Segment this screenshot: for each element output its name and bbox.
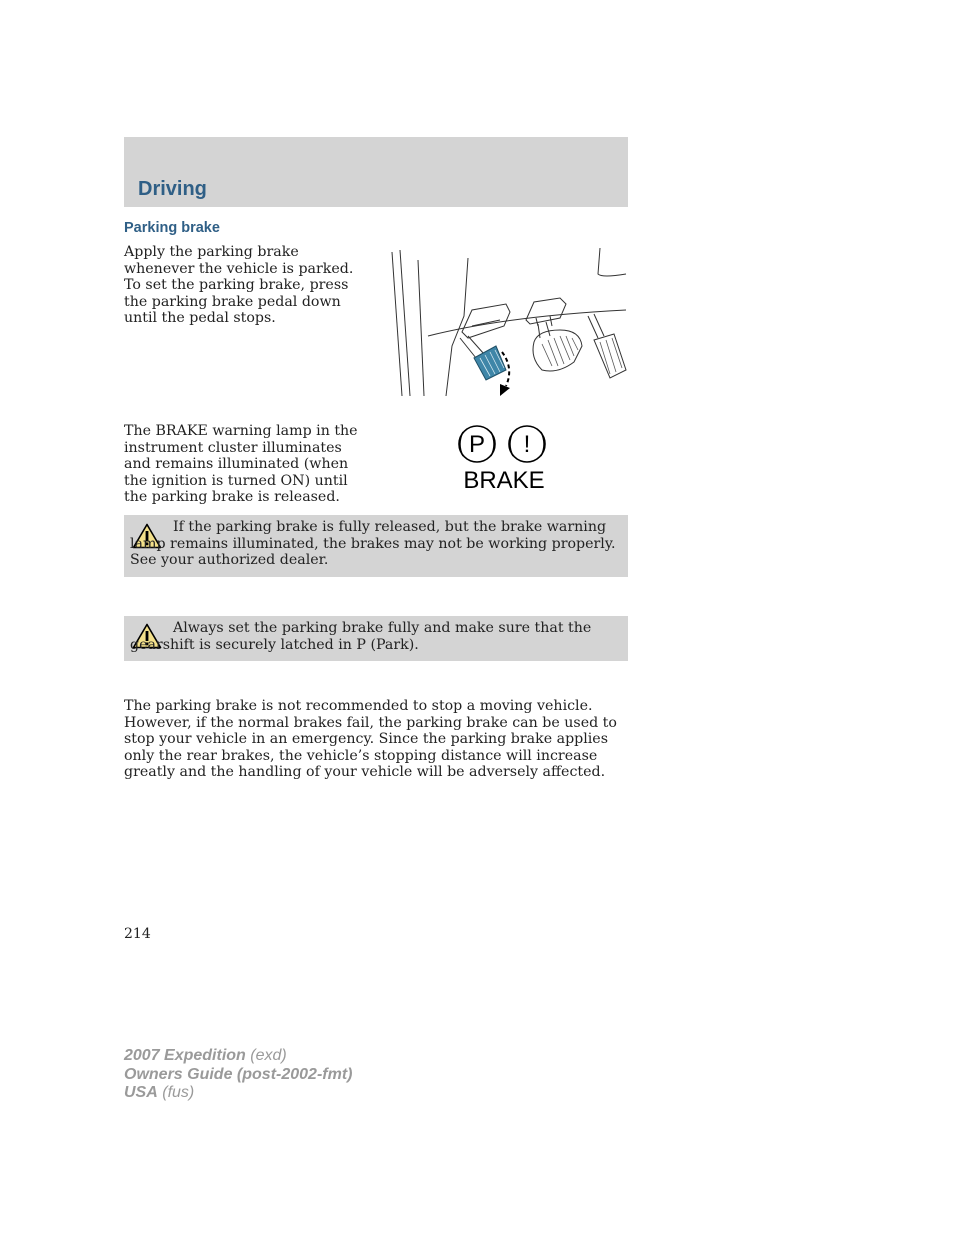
subsection-heading: Parking brake xyxy=(124,220,220,236)
brake-lamp-label: BRAKE xyxy=(463,467,545,492)
footer-line-1: 2007 Expedition (exd) xyxy=(124,1047,287,1064)
warning-text-brake-lamp: If the parking brake is fully released, but the brake warning lamp remains illuminated, the brakes may not be working properly. See your authorized dealer. xyxy=(130,519,616,568)
warning-box-brake-lamp xyxy=(124,515,628,577)
brake-warning-lamp-icon xyxy=(455,424,553,492)
warning-box-gearshift xyxy=(124,616,628,661)
footer-line-3: USA (fus) xyxy=(124,1084,195,1101)
brake-lamp-p-symbol: P xyxy=(468,431,486,458)
parking-brake-emergency-paragraph: The parking brake is not recommended to stop a moving vehicle. However, if the normal brakes fail, the parking brake can be used to stop your vehicle in an emergency. Since the parking brake applies only the rear brakes, the vehicle’s stopping distance will increase greatly and the handling of your vehicle will be adversely affected. xyxy=(124,698,617,780)
footer-line-2: Owners Guide (post-2002-fmt) xyxy=(124,1065,353,1083)
warning-text-gearshift: Always set the parking brake fully and make sure that the gearshift is securely latched in P (Park). xyxy=(130,620,592,653)
page-number: 214 xyxy=(124,926,151,942)
parking-brake-intro-paragraph: Apply the parking brake whenever the vehicle is parked. To set the parking brake, press the parking brake pedal down until the pedal stops. xyxy=(124,244,354,326)
document-footer xyxy=(124,1047,352,1103)
brake-lamp-exclamation-symbol: ! xyxy=(523,431,531,458)
section-title: Driving xyxy=(138,178,207,200)
parking-brake-pedal-illustration xyxy=(388,246,628,402)
section-header-band xyxy=(124,137,628,207)
brake-lamp-paragraph: The BRAKE warning lamp in the instrument cluster illuminates and remains illuminated (when the ignition is turned ON) until the parking brake is released. xyxy=(124,423,358,505)
